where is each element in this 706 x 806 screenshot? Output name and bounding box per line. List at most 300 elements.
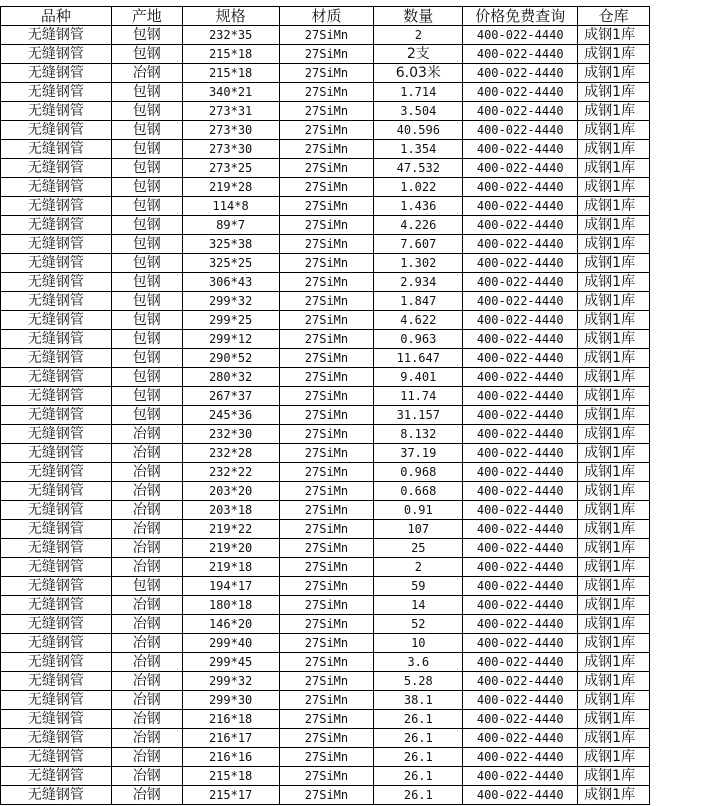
empty-cell[interactable] xyxy=(650,216,706,235)
empty-cell[interactable] xyxy=(650,26,706,45)
empty-cell[interactable] xyxy=(650,330,706,349)
cell-price-phone[interactable]: 400-022-4440 xyxy=(463,520,578,539)
cell-price-phone[interactable]: 400-022-4440 xyxy=(463,729,578,748)
cell-spec[interactable]: 273*30 xyxy=(182,121,279,140)
cell-material[interactable]: 27SiMn xyxy=(279,444,374,463)
cell-price-phone[interactable]: 400-022-4440 xyxy=(463,615,578,634)
cell-origin[interactable]: 包钢 xyxy=(111,406,182,425)
cell-origin[interactable]: 包钢 xyxy=(111,311,182,330)
cell-price-phone[interactable]: 400-022-4440 xyxy=(463,235,578,254)
cell-spec[interactable]: 245*36 xyxy=(182,406,279,425)
cell-variety[interactable]: 无缝钢管 xyxy=(1,539,112,558)
cell-variety[interactable]: 无缝钢管 xyxy=(1,216,112,235)
cell-warehouse[interactable]: 成钢1库 xyxy=(578,786,650,805)
cell-warehouse[interactable]: 成钢1库 xyxy=(578,615,650,634)
cell-quantity[interactable]: 1.302 xyxy=(374,254,463,273)
empty-cell[interactable] xyxy=(650,710,706,729)
cell-quantity[interactable]: 11.74 xyxy=(374,387,463,406)
cell-material[interactable]: 27SiMn xyxy=(279,710,374,729)
cell-origin[interactable]: 包钢 xyxy=(111,349,182,368)
cell-material[interactable]: 27SiMn xyxy=(279,292,374,311)
cell-material[interactable]: 27SiMn xyxy=(279,311,374,330)
cell-origin[interactable]: 冶钢 xyxy=(111,539,182,558)
cell-price-phone[interactable]: 400-022-4440 xyxy=(463,311,578,330)
cell-origin[interactable]: 冶钢 xyxy=(111,463,182,482)
empty-cell[interactable] xyxy=(650,235,706,254)
cell-price-phone[interactable]: 400-022-4440 xyxy=(463,178,578,197)
cell-material[interactable]: 27SiMn xyxy=(279,596,374,615)
cell-quantity[interactable]: 38.1 xyxy=(374,691,463,710)
cell-spec[interactable]: 299*12 xyxy=(182,330,279,349)
cell-origin[interactable]: 冶钢 xyxy=(111,691,182,710)
cell-warehouse[interactable]: 成钢1库 xyxy=(578,691,650,710)
cell-origin[interactable]: 包钢 xyxy=(111,577,182,596)
cell-quantity[interactable]: 2 xyxy=(374,558,463,577)
empty-cell[interactable] xyxy=(650,7,706,26)
cell-price-phone[interactable]: 400-022-4440 xyxy=(463,368,578,387)
empty-cell[interactable] xyxy=(650,425,706,444)
cell-material[interactable]: 27SiMn xyxy=(279,26,374,45)
cell-origin[interactable]: 冶钢 xyxy=(111,729,182,748)
cell-spec[interactable]: 114*8 xyxy=(182,197,279,216)
cell-warehouse[interactable]: 成钢1库 xyxy=(578,539,650,558)
cell-variety[interactable]: 无缝钢管 xyxy=(1,710,112,729)
empty-cell[interactable] xyxy=(650,634,706,653)
cell-origin[interactable]: 包钢 xyxy=(111,140,182,159)
cell-variety[interactable]: 无缝钢管 xyxy=(1,729,112,748)
cell-spec[interactable]: 299*45 xyxy=(182,653,279,672)
cell-spec[interactable]: 216*18 xyxy=(182,710,279,729)
cell-price-phone[interactable]: 400-022-4440 xyxy=(463,691,578,710)
cell-spec[interactable]: 299*25 xyxy=(182,311,279,330)
cell-material[interactable]: 27SiMn xyxy=(279,121,374,140)
cell-material[interactable]: 27SiMn xyxy=(279,577,374,596)
cell-warehouse[interactable]: 成钢1库 xyxy=(578,178,650,197)
cell-warehouse[interactable]: 成钢1库 xyxy=(578,83,650,102)
cell-variety[interactable]: 无缝钢管 xyxy=(1,634,112,653)
cell-origin[interactable]: 包钢 xyxy=(111,273,182,292)
cell-origin[interactable]: 包钢 xyxy=(111,235,182,254)
cell-spec[interactable]: 203*18 xyxy=(182,501,279,520)
empty-cell[interactable] xyxy=(650,463,706,482)
cell-material[interactable]: 27SiMn xyxy=(279,501,374,520)
cell-origin[interactable]: 冶钢 xyxy=(111,558,182,577)
cell-material[interactable]: 27SiMn xyxy=(279,615,374,634)
cell-spec[interactable]: 280*32 xyxy=(182,368,279,387)
cell-quantity[interactable]: 11.647 xyxy=(374,349,463,368)
cell-price-phone[interactable]: 400-022-4440 xyxy=(463,558,578,577)
cell-variety[interactable]: 无缝钢管 xyxy=(1,235,112,254)
cell-quantity[interactable]: 0.963 xyxy=(374,330,463,349)
cell-spec[interactable]: 219*18 xyxy=(182,558,279,577)
cell-material[interactable]: 27SiMn xyxy=(279,482,374,501)
cell-material[interactable]: 27SiMn xyxy=(279,45,374,64)
cell-price-phone[interactable]: 400-022-4440 xyxy=(463,254,578,273)
empty-cell[interactable] xyxy=(650,786,706,805)
cell-quantity[interactable]: 25 xyxy=(374,539,463,558)
empty-cell[interactable] xyxy=(650,558,706,577)
cell-price-phone[interactable]: 400-022-4440 xyxy=(463,710,578,729)
cell-variety[interactable]: 无缝钢管 xyxy=(1,45,112,64)
cell-spec[interactable]: 299*32 xyxy=(182,672,279,691)
empty-cell[interactable] xyxy=(650,140,706,159)
cell-quantity[interactable]: 9.401 xyxy=(374,368,463,387)
cell-variety[interactable]: 无缝钢管 xyxy=(1,558,112,577)
cell-variety[interactable]: 无缝钢管 xyxy=(1,786,112,805)
cell-price-phone[interactable]: 400-022-4440 xyxy=(463,197,578,216)
cell-spec[interactable]: 299*30 xyxy=(182,691,279,710)
cell-quantity[interactable]: 59 xyxy=(374,577,463,596)
cell-variety[interactable]: 无缝钢管 xyxy=(1,273,112,292)
cell-origin[interactable]: 冶钢 xyxy=(111,615,182,634)
cell-spec[interactable]: 273*25 xyxy=(182,159,279,178)
cell-variety[interactable]: 无缝钢管 xyxy=(1,368,112,387)
cell-quantity[interactable]: 26.1 xyxy=(374,786,463,805)
cell-warehouse[interactable]: 成钢1库 xyxy=(578,197,650,216)
cell-warehouse[interactable]: 成钢1库 xyxy=(578,140,650,159)
cell-quantity[interactable]: 6.03米 xyxy=(374,64,463,83)
cell-quantity[interactable]: 1.354 xyxy=(374,140,463,159)
cell-warehouse[interactable]: 成钢1库 xyxy=(578,349,650,368)
cell-material[interactable]: 27SiMn xyxy=(279,558,374,577)
cell-quantity[interactable]: 2支 xyxy=(374,45,463,64)
cell-warehouse[interactable]: 成钢1库 xyxy=(578,406,650,425)
cell-quantity[interactable]: 8.132 xyxy=(374,425,463,444)
cell-price-phone[interactable]: 400-022-4440 xyxy=(463,672,578,691)
cell-quantity[interactable]: 26.1 xyxy=(374,729,463,748)
cell-price-phone[interactable]: 400-022-4440 xyxy=(463,748,578,767)
cell-price-phone[interactable]: 400-022-4440 xyxy=(463,406,578,425)
cell-warehouse[interactable]: 成钢1库 xyxy=(578,558,650,577)
cell-material[interactable]: 27SiMn xyxy=(279,273,374,292)
cell-price-phone[interactable]: 400-022-4440 xyxy=(463,577,578,596)
cell-variety[interactable]: 无缝钢管 xyxy=(1,691,112,710)
cell-price-phone[interactable]: 400-022-4440 xyxy=(463,349,578,368)
cell-warehouse[interactable]: 成钢1库 xyxy=(578,501,650,520)
cell-origin[interactable]: 冶钢 xyxy=(111,444,182,463)
column-header-variety[interactable]: 品种 xyxy=(1,7,112,26)
cell-quantity[interactable]: 3.504 xyxy=(374,102,463,121)
cell-spec[interactable]: 216*16 xyxy=(182,748,279,767)
cell-quantity[interactable]: 26.1 xyxy=(374,767,463,786)
cell-warehouse[interactable]: 成钢1库 xyxy=(578,311,650,330)
cell-origin[interactable]: 冶钢 xyxy=(111,767,182,786)
cell-variety[interactable]: 无缝钢管 xyxy=(1,102,112,121)
cell-material[interactable]: 27SiMn xyxy=(279,463,374,482)
cell-variety[interactable]: 无缝钢管 xyxy=(1,444,112,463)
cell-warehouse[interactable]: 成钢1库 xyxy=(578,767,650,786)
empty-cell[interactable] xyxy=(650,83,706,102)
empty-cell[interactable] xyxy=(650,501,706,520)
cell-spec[interactable]: 273*31 xyxy=(182,102,279,121)
cell-origin[interactable]: 包钢 xyxy=(111,197,182,216)
cell-price-phone[interactable]: 400-022-4440 xyxy=(463,330,578,349)
cell-spec[interactable]: 267*37 xyxy=(182,387,279,406)
empty-cell[interactable] xyxy=(650,102,706,121)
cell-price-phone[interactable]: 400-022-4440 xyxy=(463,159,578,178)
cell-price-phone[interactable]: 400-022-4440 xyxy=(463,425,578,444)
empty-cell[interactable] xyxy=(650,672,706,691)
cell-warehouse[interactable]: 成钢1库 xyxy=(578,64,650,83)
cell-origin[interactable]: 冶钢 xyxy=(111,672,182,691)
cell-spec[interactable]: 340*21 xyxy=(182,83,279,102)
cell-quantity[interactable]: 47.532 xyxy=(374,159,463,178)
empty-cell[interactable] xyxy=(650,311,706,330)
cell-quantity[interactable]: 1.436 xyxy=(374,197,463,216)
column-header-material[interactable]: 材质 xyxy=(279,7,374,26)
cell-origin[interactable]: 包钢 xyxy=(111,178,182,197)
empty-cell[interactable] xyxy=(650,273,706,292)
cell-spec[interactable]: 325*38 xyxy=(182,235,279,254)
cell-quantity[interactable]: 2.934 xyxy=(374,273,463,292)
cell-variety[interactable]: 无缝钢管 xyxy=(1,653,112,672)
empty-cell[interactable] xyxy=(650,653,706,672)
cell-price-phone[interactable]: 400-022-4440 xyxy=(463,653,578,672)
cell-origin[interactable]: 包钢 xyxy=(111,292,182,311)
cell-origin[interactable]: 冶钢 xyxy=(111,596,182,615)
cell-quantity[interactable]: 3.6 xyxy=(374,653,463,672)
cell-quantity[interactable]: 40.596 xyxy=(374,121,463,140)
empty-cell[interactable] xyxy=(650,159,706,178)
cell-price-phone[interactable]: 400-022-4440 xyxy=(463,463,578,482)
cell-price-phone[interactable]: 400-022-4440 xyxy=(463,140,578,159)
cell-spec[interactable]: 215*18 xyxy=(182,64,279,83)
cell-spec[interactable]: 232*35 xyxy=(182,26,279,45)
cell-warehouse[interactable]: 成钢1库 xyxy=(578,520,650,539)
cell-variety[interactable]: 无缝钢管 xyxy=(1,577,112,596)
cell-warehouse[interactable]: 成钢1库 xyxy=(578,330,650,349)
cell-quantity[interactable]: 107 xyxy=(374,520,463,539)
cell-origin[interactable]: 包钢 xyxy=(111,330,182,349)
cell-price-phone[interactable]: 400-022-4440 xyxy=(463,26,578,45)
empty-cell[interactable] xyxy=(650,482,706,501)
cell-material[interactable]: 27SiMn xyxy=(279,349,374,368)
cell-quantity[interactable]: 1.022 xyxy=(374,178,463,197)
cell-material[interactable]: 27SiMn xyxy=(279,387,374,406)
cell-material[interactable]: 27SiMn xyxy=(279,672,374,691)
cell-material[interactable]: 27SiMn xyxy=(279,425,374,444)
empty-cell[interactable] xyxy=(650,349,706,368)
cell-price-phone[interactable]: 400-022-4440 xyxy=(463,102,578,121)
cell-spec[interactable]: 299*32 xyxy=(182,292,279,311)
cell-warehouse[interactable]: 成钢1库 xyxy=(578,45,650,64)
cell-variety[interactable]: 无缝钢管 xyxy=(1,83,112,102)
cell-spec[interactable]: 299*40 xyxy=(182,634,279,653)
cell-variety[interactable]: 无缝钢管 xyxy=(1,64,112,83)
cell-material[interactable]: 27SiMn xyxy=(279,64,374,83)
cell-material[interactable]: 27SiMn xyxy=(279,140,374,159)
cell-warehouse[interactable]: 成钢1库 xyxy=(578,216,650,235)
cell-quantity[interactable]: 0.968 xyxy=(374,463,463,482)
cell-material[interactable]: 27SiMn xyxy=(279,786,374,805)
column-header-origin[interactable]: 产地 xyxy=(111,7,182,26)
column-header-warehouse[interactable]: 仓库 xyxy=(578,7,650,26)
cell-variety[interactable]: 无缝钢管 xyxy=(1,387,112,406)
empty-cell[interactable] xyxy=(650,748,706,767)
empty-cell[interactable] xyxy=(650,577,706,596)
cell-quantity[interactable]: 2 xyxy=(374,26,463,45)
cell-spec[interactable]: 203*20 xyxy=(182,482,279,501)
cell-price-phone[interactable]: 400-022-4440 xyxy=(463,83,578,102)
cell-quantity[interactable]: 1.714 xyxy=(374,83,463,102)
cell-variety[interactable]: 无缝钢管 xyxy=(1,767,112,786)
cell-warehouse[interactable]: 成钢1库 xyxy=(578,159,650,178)
cell-quantity[interactable]: 4.226 xyxy=(374,216,463,235)
empty-cell[interactable] xyxy=(650,767,706,786)
empty-cell[interactable] xyxy=(650,387,706,406)
cell-variety[interactable]: 无缝钢管 xyxy=(1,615,112,634)
cell-quantity[interactable]: 0.91 xyxy=(374,501,463,520)
cell-warehouse[interactable]: 成钢1库 xyxy=(578,710,650,729)
empty-cell[interactable] xyxy=(650,197,706,216)
cell-origin[interactable]: 冶钢 xyxy=(111,520,182,539)
cell-price-phone[interactable]: 400-022-4440 xyxy=(463,216,578,235)
cell-price-phone[interactable]: 400-022-4440 xyxy=(463,786,578,805)
cell-variety[interactable]: 无缝钢管 xyxy=(1,311,112,330)
cell-quantity[interactable]: 1.847 xyxy=(374,292,463,311)
cell-variety[interactable]: 无缝钢管 xyxy=(1,140,112,159)
cell-warehouse[interactable]: 成钢1库 xyxy=(578,235,650,254)
cell-material[interactable]: 27SiMn xyxy=(279,102,374,121)
cell-material[interactable]: 27SiMn xyxy=(279,634,374,653)
cell-quantity[interactable]: 7.607 xyxy=(374,235,463,254)
cell-origin[interactable]: 冶钢 xyxy=(111,634,182,653)
cell-warehouse[interactable]: 成钢1库 xyxy=(578,444,650,463)
cell-price-phone[interactable]: 400-022-4440 xyxy=(463,501,578,520)
cell-warehouse[interactable]: 成钢1库 xyxy=(578,292,650,311)
empty-cell[interactable] xyxy=(650,368,706,387)
cell-material[interactable]: 27SiMn xyxy=(279,330,374,349)
cell-price-phone[interactable]: 400-022-4440 xyxy=(463,273,578,292)
empty-cell[interactable] xyxy=(650,615,706,634)
cell-spec[interactable]: 194*17 xyxy=(182,577,279,596)
cell-variety[interactable]: 无缝钢管 xyxy=(1,596,112,615)
cell-price-phone[interactable]: 400-022-4440 xyxy=(463,634,578,653)
cell-price-phone[interactable]: 400-022-4440 xyxy=(463,387,578,406)
cell-spec[interactable]: 219*28 xyxy=(182,178,279,197)
cell-warehouse[interactable]: 成钢1库 xyxy=(578,596,650,615)
cell-origin[interactable]: 冶钢 xyxy=(111,748,182,767)
empty-cell[interactable] xyxy=(650,64,706,83)
cell-material[interactable]: 27SiMn xyxy=(279,653,374,672)
empty-cell[interactable] xyxy=(650,45,706,64)
column-header-quantity[interactable]: 数量 xyxy=(374,7,463,26)
cell-origin[interactable]: 冶钢 xyxy=(111,482,182,501)
cell-variety[interactable]: 无缝钢管 xyxy=(1,254,112,273)
cell-origin[interactable]: 冶钢 xyxy=(111,425,182,444)
cell-variety[interactable]: 无缝钢管 xyxy=(1,349,112,368)
cell-material[interactable]: 27SiMn xyxy=(279,178,374,197)
cell-warehouse[interactable]: 成钢1库 xyxy=(578,425,650,444)
cell-material[interactable]: 27SiMn xyxy=(279,254,374,273)
cell-quantity[interactable]: 10 xyxy=(374,634,463,653)
cell-material[interactable]: 27SiMn xyxy=(279,197,374,216)
cell-variety[interactable]: 无缝钢管 xyxy=(1,178,112,197)
cell-warehouse[interactable]: 成钢1库 xyxy=(578,482,650,501)
cell-spec[interactable]: 180*18 xyxy=(182,596,279,615)
cell-warehouse[interactable]: 成钢1库 xyxy=(578,634,650,653)
cell-origin[interactable]: 包钢 xyxy=(111,102,182,121)
cell-material[interactable]: 27SiMn xyxy=(279,539,374,558)
cell-quantity[interactable]: 14 xyxy=(374,596,463,615)
cell-variety[interactable]: 无缝钢管 xyxy=(1,330,112,349)
cell-price-phone[interactable]: 400-022-4440 xyxy=(463,292,578,311)
cell-origin[interactable]: 包钢 xyxy=(111,45,182,64)
cell-spec[interactable]: 215*17 xyxy=(182,786,279,805)
cell-origin[interactable]: 包钢 xyxy=(111,159,182,178)
cell-variety[interactable]: 无缝钢管 xyxy=(1,463,112,482)
cell-warehouse[interactable]: 成钢1库 xyxy=(578,102,650,121)
cell-quantity[interactable]: 52 xyxy=(374,615,463,634)
column-header-price-phone[interactable]: 价格免费查询 xyxy=(463,7,578,26)
cell-variety[interactable]: 无缝钢管 xyxy=(1,425,112,444)
cell-variety[interactable]: 无缝钢管 xyxy=(1,197,112,216)
cell-price-phone[interactable]: 400-022-4440 xyxy=(463,121,578,140)
cell-variety[interactable]: 无缝钢管 xyxy=(1,482,112,501)
cell-warehouse[interactable]: 成钢1库 xyxy=(578,254,650,273)
cell-material[interactable]: 27SiMn xyxy=(279,216,374,235)
empty-cell[interactable] xyxy=(650,121,706,140)
cell-variety[interactable]: 无缝钢管 xyxy=(1,672,112,691)
cell-warehouse[interactable]: 成钢1库 xyxy=(578,273,650,292)
cell-origin[interactable]: 包钢 xyxy=(111,368,182,387)
cell-price-phone[interactable]: 400-022-4440 xyxy=(463,482,578,501)
cell-warehouse[interactable]: 成钢1库 xyxy=(578,26,650,45)
cell-warehouse[interactable]: 成钢1库 xyxy=(578,121,650,140)
cell-variety[interactable]: 无缝钢管 xyxy=(1,406,112,425)
cell-warehouse[interactable]: 成钢1库 xyxy=(578,387,650,406)
cell-spec[interactable]: 146*20 xyxy=(182,615,279,634)
empty-cell[interactable] xyxy=(650,691,706,710)
empty-cell[interactable] xyxy=(650,444,706,463)
cell-variety[interactable]: 无缝钢管 xyxy=(1,26,112,45)
cell-spec[interactable]: 232*30 xyxy=(182,425,279,444)
cell-price-phone[interactable]: 400-022-4440 xyxy=(463,444,578,463)
cell-material[interactable]: 27SiMn xyxy=(279,691,374,710)
cell-origin[interactable]: 包钢 xyxy=(111,121,182,140)
empty-cell[interactable] xyxy=(650,254,706,273)
cell-quantity[interactable]: 26.1 xyxy=(374,748,463,767)
cell-price-phone[interactable]: 400-022-4440 xyxy=(463,539,578,558)
cell-material[interactable]: 27SiMn xyxy=(279,767,374,786)
cell-warehouse[interactable]: 成钢1库 xyxy=(578,577,650,596)
cell-variety[interactable]: 无缝钢管 xyxy=(1,501,112,520)
cell-material[interactable]: 27SiMn xyxy=(279,159,374,178)
cell-warehouse[interactable]: 成钢1库 xyxy=(578,748,650,767)
cell-origin[interactable]: 冶钢 xyxy=(111,653,182,672)
cell-material[interactable]: 27SiMn xyxy=(279,83,374,102)
cell-warehouse[interactable]: 成钢1库 xyxy=(578,672,650,691)
cell-warehouse[interactable]: 成钢1库 xyxy=(578,463,650,482)
cell-spec[interactable]: 232*22 xyxy=(182,463,279,482)
cell-origin[interactable]: 冶钢 xyxy=(111,710,182,729)
cell-material[interactable]: 27SiMn xyxy=(279,235,374,254)
empty-cell[interactable] xyxy=(650,729,706,748)
cell-origin[interactable]: 冶钢 xyxy=(111,501,182,520)
cell-origin[interactable]: 包钢 xyxy=(111,387,182,406)
cell-quantity[interactable]: 4.622 xyxy=(374,311,463,330)
cell-variety[interactable]: 无缝钢管 xyxy=(1,121,112,140)
cell-spec[interactable]: 219*20 xyxy=(182,539,279,558)
cell-price-phone[interactable]: 400-022-4440 xyxy=(463,45,578,64)
cell-material[interactable]: 27SiMn xyxy=(279,368,374,387)
empty-cell[interactable] xyxy=(650,596,706,615)
cell-quantity[interactable]: 31.157 xyxy=(374,406,463,425)
cell-spec[interactable]: 306*43 xyxy=(182,273,279,292)
cell-quantity[interactable]: 26.1 xyxy=(374,710,463,729)
empty-cell[interactable] xyxy=(650,539,706,558)
empty-cell[interactable] xyxy=(650,406,706,425)
